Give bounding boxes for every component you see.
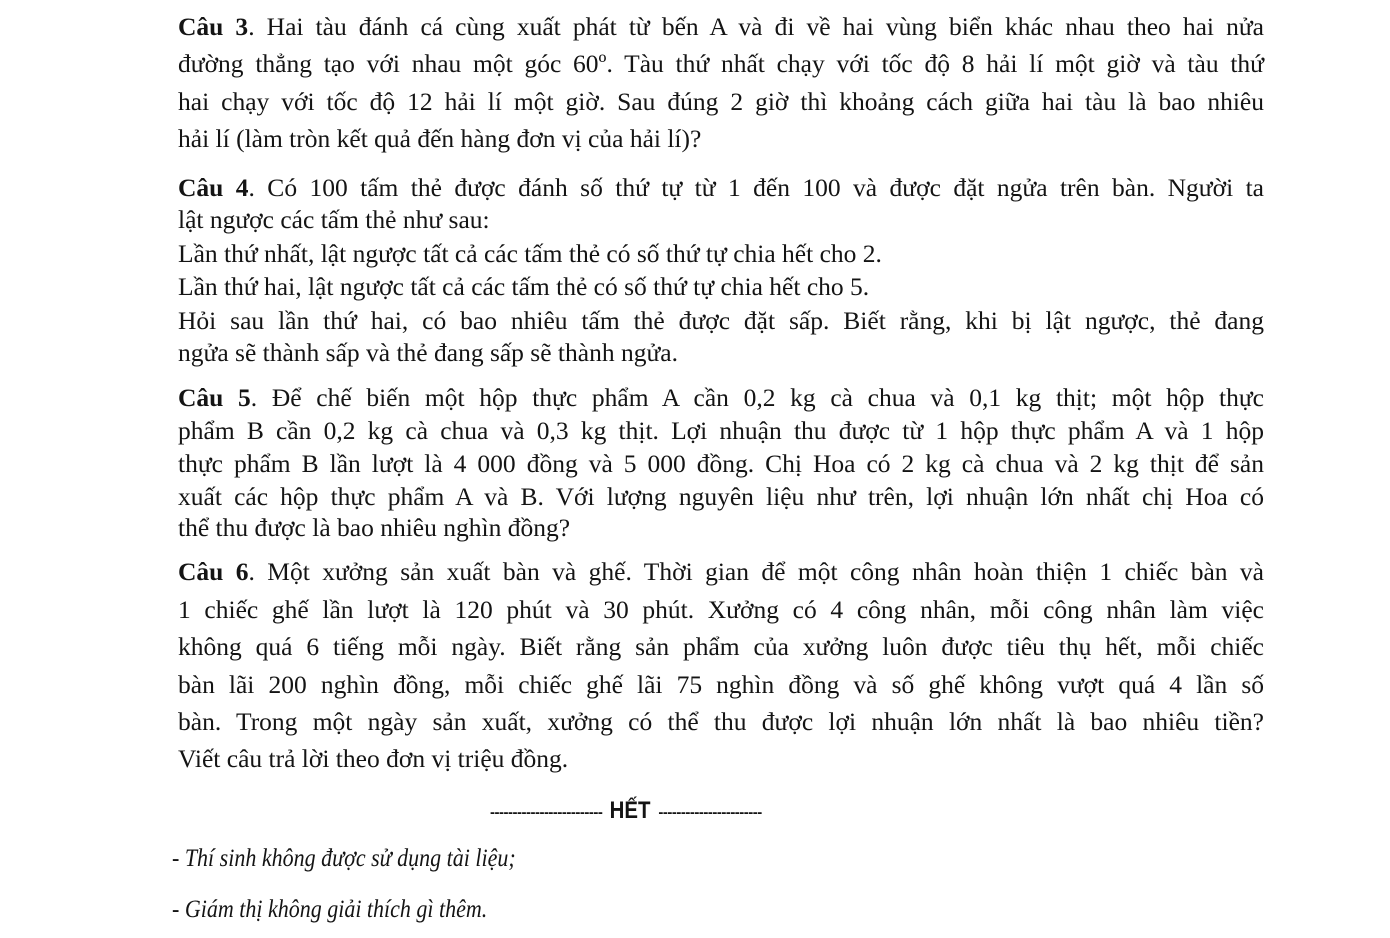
question-label: Câu 4 — [178, 173, 249, 202]
question-line: Câu 5. Để chế biến một hộp thực phẩm A cần 0,2 kg cà chua và 0,1 kg thịt; một hộp thực — [178, 383, 1264, 412]
question-line: Lần thứ hai, lật ngược tất cả các tấm thẻ có số thứ tự chia hết cho 5. — [178, 272, 870, 301]
question-line: hải lí (làm tròn kết quả đến hàng đơn vị của hải lí)? — [178, 124, 702, 153]
question-line: không quá 6 tiếng mỗi ngày. Biết rằng sản phẩm của xưởng luôn được tiêu thụ hết, mỗi chiếc — [178, 632, 1264, 661]
question-line: 1 chiếc ghế lần lượt là 120 phút và 30 phút. Xưởng có 4 công nhân, mỗi công nhân làm việc — [178, 595, 1264, 624]
question-line: Câu 3. Hai tàu đánh cá cùng xuất phát từ bến A và đi về hai vùng biển khác nhau theo hai nửa — [178, 12, 1264, 41]
question-line: bàn. Trong một ngày sản xuất, xưởng có thể thu được lợi nhuận lớn nhất là bao nhiêu tiền? — [178, 707, 1264, 736]
question-line: bàn lãi 200 nghìn đồng, mỗi chiếc ghế lãi 75 nghìn đồng và số ghế không vượt quá 4 lần số — [178, 670, 1264, 699]
question-label: Câu 3 — [178, 12, 249, 41]
question-line: Lần thứ nhất, lật ngược tất cả các tấm thẻ có số thứ tự chia hết cho 2. — [178, 239, 882, 268]
divider-right: ----------------------- — [658, 803, 762, 821]
question-label: Câu 6 — [178, 557, 249, 586]
question-line: đường thẳng tạo với nhau một góc 60º. Tàu thứ nhất chạy với tốc độ 8 hải lí một giờ và tàu thứ — [178, 49, 1264, 78]
question-line: Câu 6. Một xưởng sản xuất bàn và ghế. Thời gian để một công nhân hoàn thiện 1 chiếc bàn và — [178, 557, 1264, 586]
end-label: HẾT — [609, 797, 651, 824]
question-line: phẩm B cần 0,2 kg cà chua và 0,3 kg thịt. Lợi nhuận thu được từ 1 hộp thực phẩm A và 1 hộp — [178, 416, 1264, 445]
question-line: Viết câu trả lời theo đơn vị triệu đồng. — [178, 744, 569, 773]
divider-left: ------------------------- — [490, 803, 603, 821]
question-line: thực phẩm B lần lượt là 4 000 đồng và 5 000 đồng. Chị Hoa có 2 kg cà chua và 2 kg thịt để sản — [178, 449, 1264, 478]
question-line: xuất các hộp thực phẩm A và B. Với lượng nguyên liệu như trên, lợi nhuận lớn nhất chị Hoa có — [178, 482, 1264, 511]
question-line: hai chạy với tốc độ 12 hải lí một giờ. Sau đúng 2 giờ thì khoảng cách giữa hai tàu là bao nhiêu — [178, 87, 1264, 116]
question-line: ngửa sẽ thành sấp và thẻ đang sấp sẽ thành ngửa. — [178, 338, 678, 367]
exam-note-2: - Giám thị không giải thích gì thêm. — [172, 896, 488, 923]
question-label: Câu 5 — [178, 383, 251, 412]
question-line: Hỏi sau lần thứ hai, có bao nhiêu tấm thẻ được đặt sấp. Biết rằng, khi bị lật ngược, thẻ đang — [178, 306, 1264, 335]
exam-note-1: - Thí sinh không được sử dụng tài liệu; — [172, 845, 516, 872]
question-line: thể thu được là bao nhiêu nghìn đồng? — [178, 513, 571, 542]
question-line: lật ngược các tấm thẻ như sau: — [178, 205, 490, 234]
question-line: Câu 4. Có 100 tấm thẻ được đánh số thứ tự từ 1 đến 100 và được đặt ngửa trên bàn. Người ta — [178, 173, 1264, 202]
end-marker — [490, 797, 762, 825]
